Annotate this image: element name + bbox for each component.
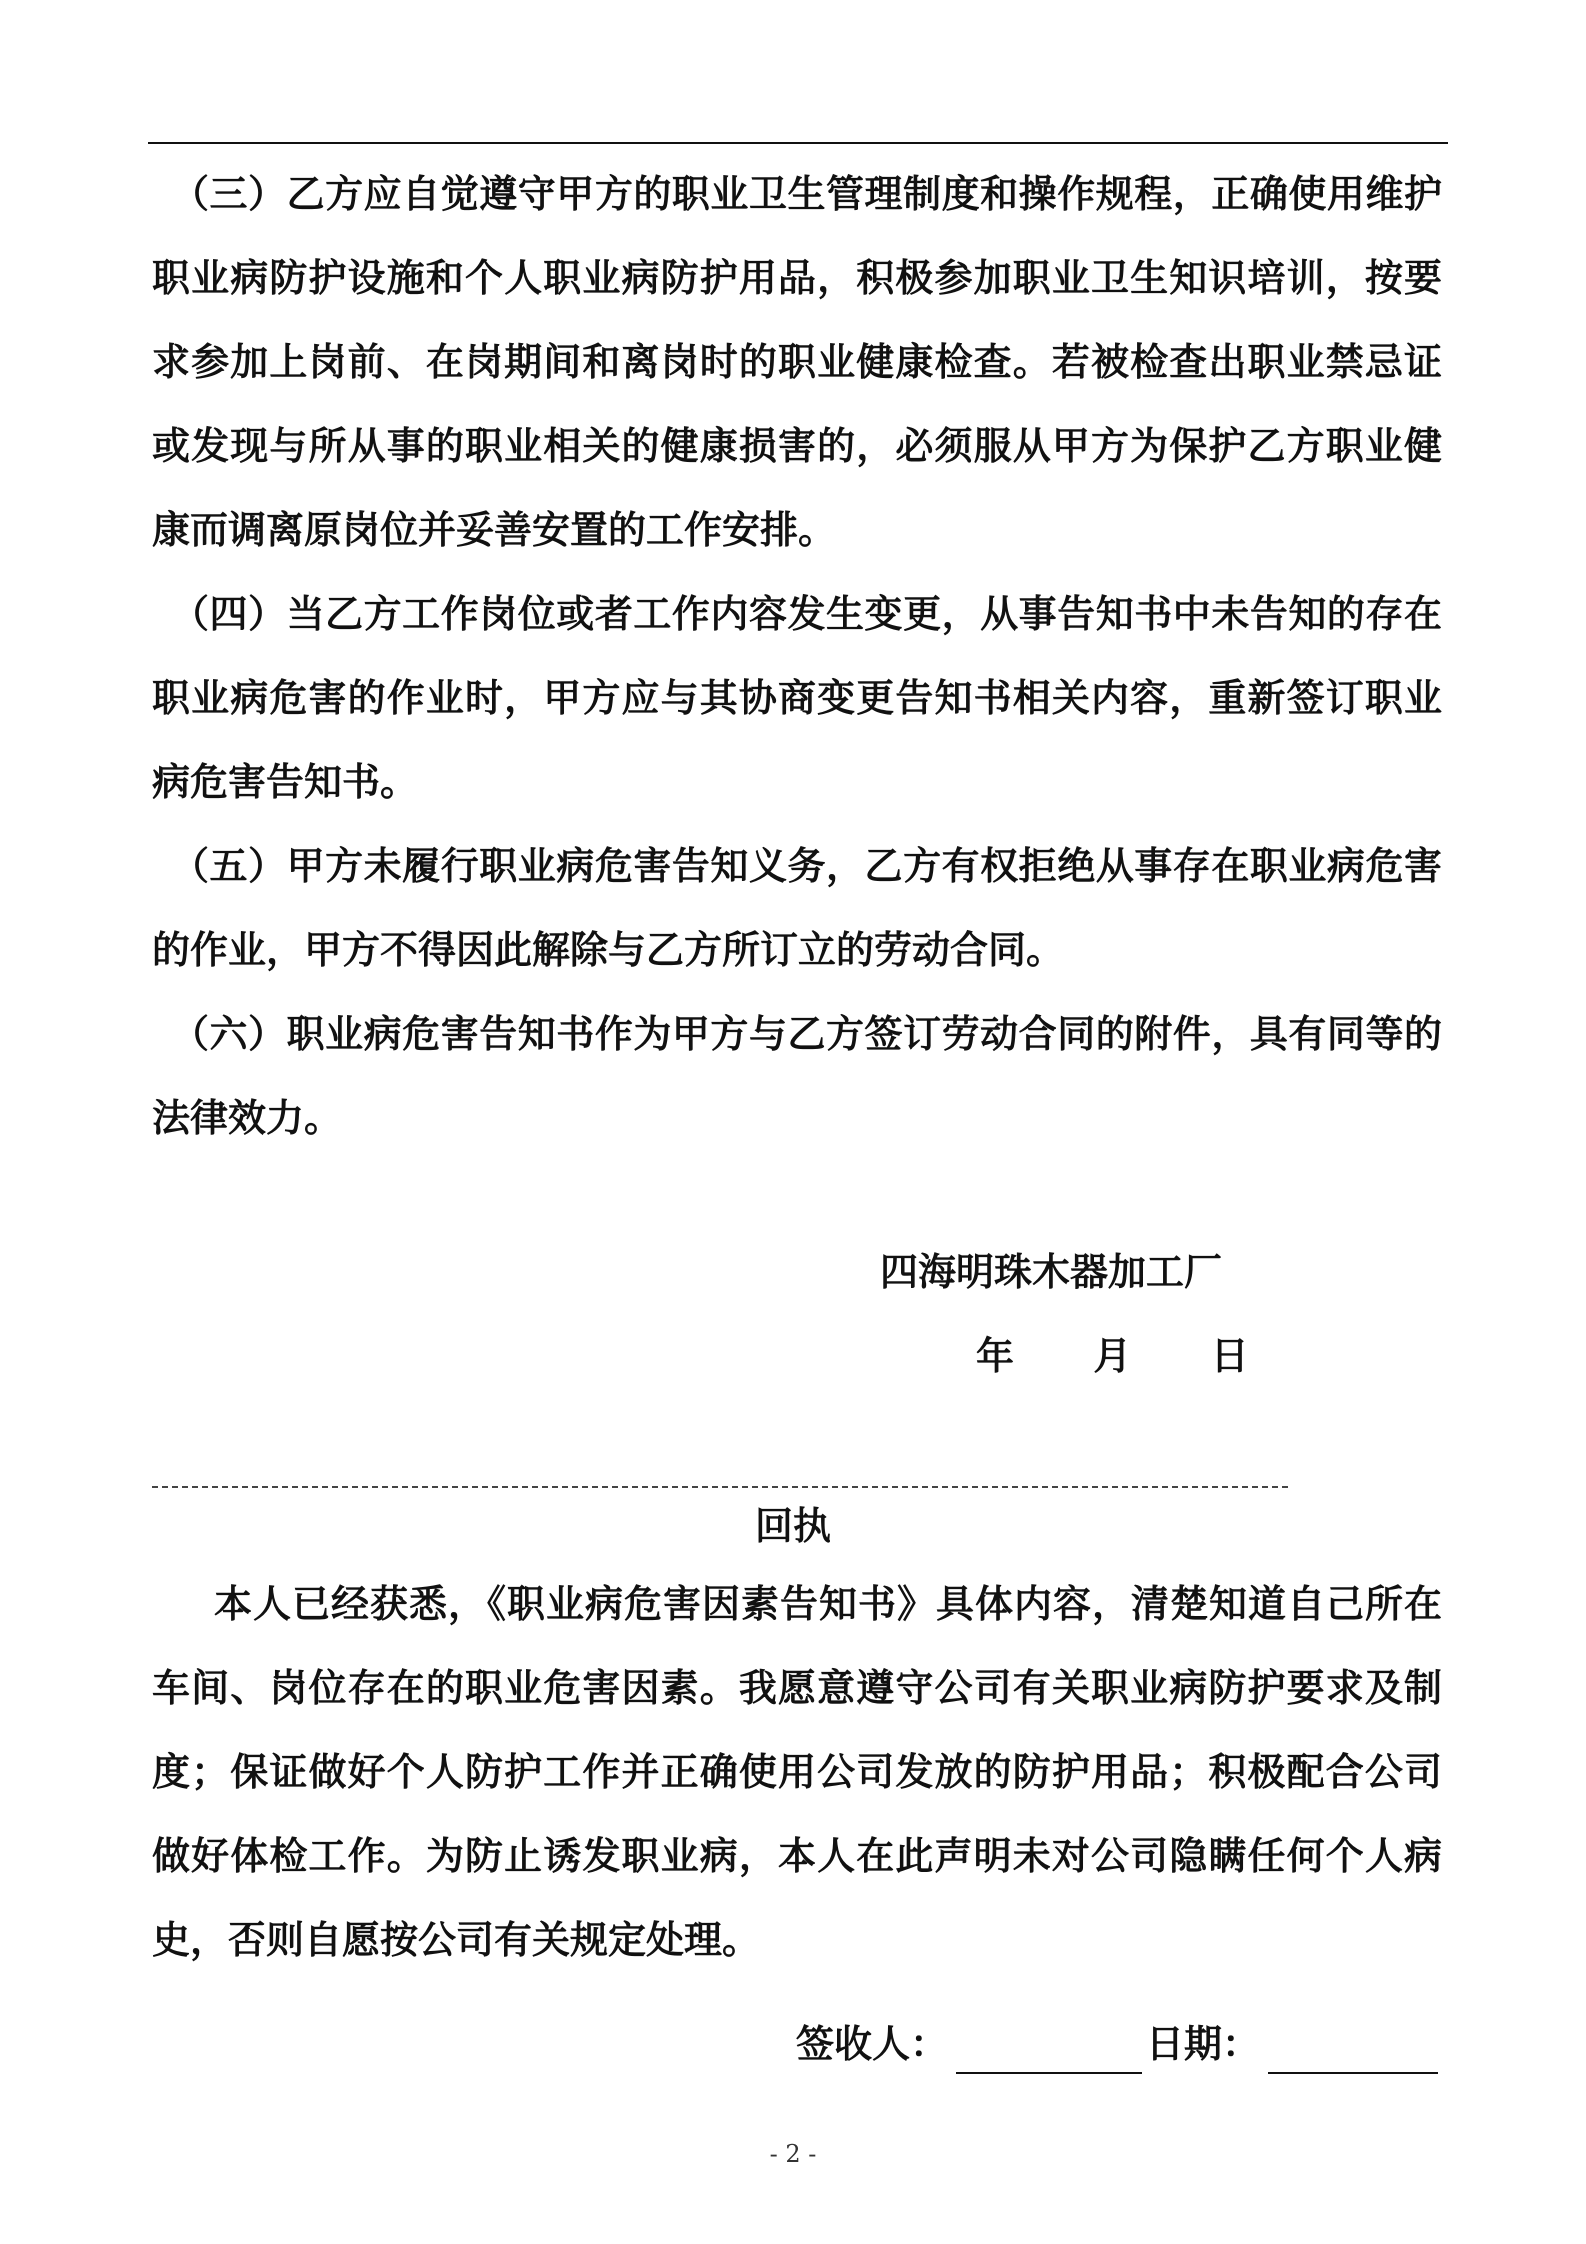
clause-6: （六）职业病危害告知书作为甲方与乙方签订劳动合同的附件，具有同等的法律效力。 — [152, 1012, 1442, 1140]
receipt-body — [152, 1562, 1442, 1982]
receipt-title: 回执 — [754, 1504, 831, 1548]
signer-label: 签收人： — [796, 2022, 949, 2066]
cut-line — [152, 1486, 1288, 1488]
clause-4: （四）当乙方工作岗位或者工作内容发生变更，从事告知书中未告知的存在职业病危害的作业时，甲方应与其协商变更告知书相关内容，重新签订职业病危害告知书。 — [152, 592, 1442, 804]
clause-5: （五）甲方未履行职业病危害告知义务，乙方有权拒绝从事存在职业病危害的作业，甲方不得因此解除与乙方所订立的劳动合同。 — [152, 844, 1442, 972]
receipt-statement: 本人已经获悉，《职业病危害因素告知书》具体内容，清楚知道自己所在车间、岗位存在的职业危害因素。我愿意遵守公司有关职业病防护要求及制度；保证做好个人防护工作并正确使用公司发放的防护用品；积极配合公司做好体检工作。为防止诱发职业病，本人在此声明未对公司隐瞒任何个人病史，否则自愿按公司有关规定处理。 — [152, 1582, 1442, 1962]
signer-blank[interactable] — [956, 2028, 1142, 2074]
signature-row — [796, 2014, 1438, 2074]
page-number: - 2 - — [769, 2140, 817, 2168]
clauses — [152, 152, 1442, 1160]
company-name: 四海明珠木器加工厂 — [880, 1250, 1223, 1294]
signature-date-line: 年 月 日 — [976, 1334, 1249, 1378]
date-label: 日期： — [1146, 2022, 1261, 2066]
date-blank[interactable] — [1268, 2028, 1438, 2074]
header-rule — [148, 142, 1448, 144]
clause-3: （三）乙方应自觉遵守甲方的职业卫生管理制度和操作规程，正确使用维护职业病防护设施和个人职业病防护用品，积极参加职业卫生知识培训，按要求参加上岗前、在岗期间和离岗时的职业健康检查。若被检查出职业禁忌证或发现与所从事的职业相关的健康损害的，必须服从甲方为保护乙方职业健康而调离原岗位并妥善安置的工作安排。 — [152, 172, 1442, 552]
